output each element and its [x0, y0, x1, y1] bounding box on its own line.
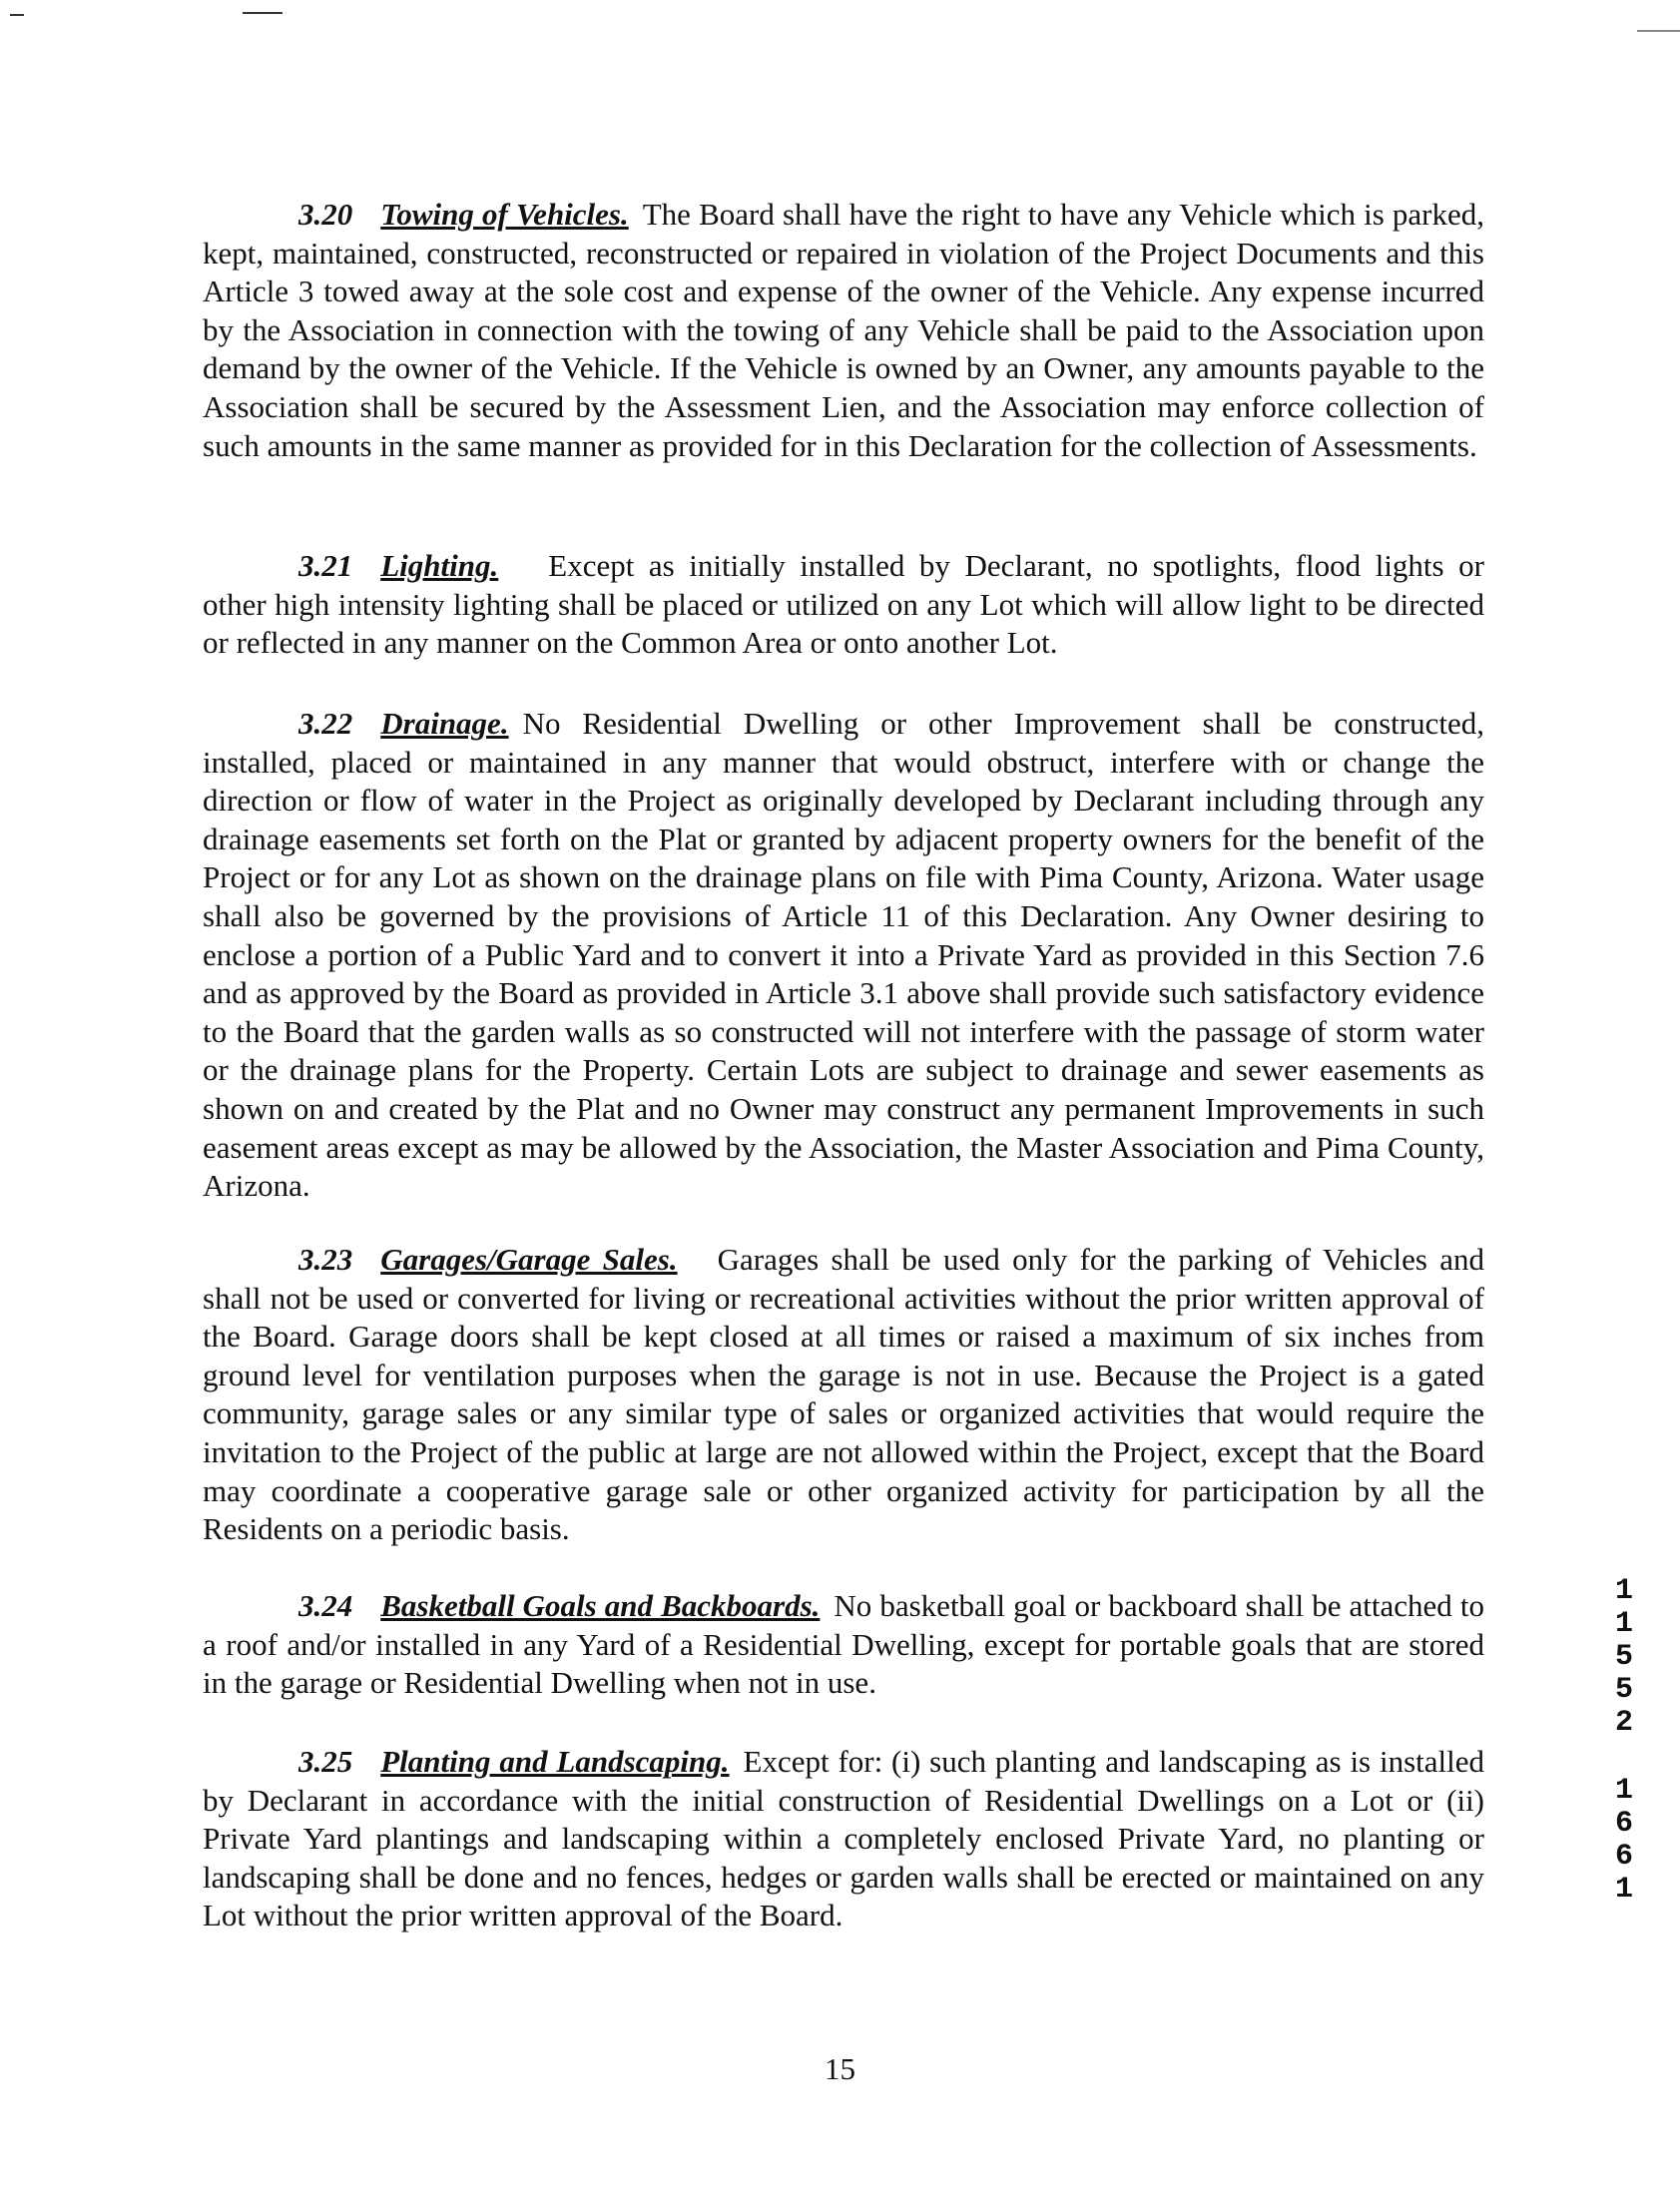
section-3-25	[203, 1743, 1484, 1935]
section-number: 3.21	[298, 548, 353, 583]
stamp-digit: 1	[1614, 1574, 1633, 1608]
section-body: The Board shall have the right to have any Vehicle which is parked, kept, maintained, constructed, reconstructed or repaired in violation of the Project Documents and this Article 3 towed away at the sole cost and expense of the owner of the Vehicle. Any expense incurred by the Association in connection with the towing of any Vehicle shall be paid to the Association upon demand by the owner of the Vehicle. If the Vehicle is owned by an Owner, any amounts payable to the Association shall be secured by the Assessment Lien, and the Association may enforce collection of such amounts in the same manner as provided for in this Declaration for the collection of Assessments.	[203, 197, 1484, 463]
stamp-digit: 5	[1614, 1673, 1633, 1707]
section-title: Towing of Vehicles.	[380, 197, 629, 232]
section-3-24	[203, 1587, 1484, 1703]
section-number: 3.24	[298, 1588, 353, 1623]
recording-stamp-book	[1609, 1575, 1639, 1740]
section-title: Lighting.	[380, 548, 499, 583]
section-3-21	[203, 547, 1484, 663]
stamp-digit: 1	[1614, 1873, 1633, 1907]
section-body: Except as initially installed by Declarant, no spotlights, flood lights or other high intensity lighting shall be placed or utilized on any Lot which will allow light to be directed or reflected in any manner on the Common Area or onto another Lot.	[203, 548, 1484, 661]
section-body: No Residential Dwelling or other Improvement shall be constructed, installed, placed or maintained in any manner that would obstruct, interfere with or change the direction or flow of water in the Project as originally developed by Declarant including through any drainage easements set forth on the Plat or granted by adjacent property owners for the benefit of the Project or for any Lot as shown on the drainage plans on file with Pima County, Arizona. Water usage shall also be governed by the provisions of Article 11 of this Declaration. Any Owner desiring to enclose a portion of a Public Yard and to convert it into a Private Yard as provided in this Section 7.6 and as approved by the Board as provided in Article 3.1 above shall provide such satisfactory evidence to the Board that the garden walls as so constructed will not interfere with the passage of storm water or the drainage plans for the Property. Certain Lots are subject to drainage and sewer easements as shown on and created by the Plat and no Owner may construct any permanent Improvements in such easement areas except as may be allowed by the Association, the Master Association and Pima County, Arizona.	[203, 706, 1484, 1204]
section-3-22	[203, 705, 1484, 1206]
recording-stamp-page	[1609, 1775, 1639, 1907]
section-3-20	[203, 196, 1484, 465]
section-title: Basketball Goals and Backboards.	[380, 1588, 821, 1623]
section-title: Drainage.	[380, 706, 509, 741]
scan-mark	[243, 12, 282, 14]
stamp-digit: 1	[1614, 1774, 1633, 1808]
section-body: Except for: (i) such planting and landscaping as is installed by Declarant in accordance with the initial construction of Residential Dwellings on a Lot or (ii) Private Yard plantings and landscaping within a completely enclosed Private Yard, no planting or landscaping shall be done and no fences, hedges or garden walls shall be erected or maintained on any Lot without the prior written approval of the Board.	[203, 1744, 1484, 1933]
scan-mark	[10, 14, 24, 16]
stamp-digit: 6	[1614, 1840, 1633, 1874]
page-number: 15	[825, 2051, 855, 2086]
section-title: Planting and Landscaping.	[380, 1744, 730, 1779]
section-number: 3.25	[298, 1744, 353, 1779]
section-number: 3.20	[298, 197, 353, 232]
stamp-digit: 2	[1614, 1706, 1633, 1740]
section-body: No basketball goal or backboard shall be attached to a roof and/or installed in any Yard of a Residential Dwelling, except for portable goals that are stored in the garage or Residential Dwelling when not in use.	[203, 1588, 1484, 1701]
stamp-digit: 6	[1614, 1807, 1633, 1841]
section-title: Garages/Garage Sales.	[380, 1242, 678, 1277]
stamp-digit: 5	[1614, 1640, 1633, 1674]
stamp-digit: 1	[1614, 1607, 1633, 1641]
section-number: 3.23	[298, 1242, 353, 1277]
section-body: Garages shall be used only for the parking of Vehicles and shall not be used or converted for living or recreational activities without the prior written approval of the Board. Garage doors shall be kept closed at all times or raised a maximum of six inches from ground level for ventilation purposes when the garage is not in use. Because the Project is a gated community, garage sales or any similar type of sales or organized activities that would require the invitation to the Project of the public at large are not allowed within the Project, except that the Board may coordinate a cooperative garage sale or other organized activity for participation by all the Residents on a periodic basis.	[203, 1242, 1484, 1547]
section-3-23	[203, 1241, 1484, 1549]
scan-mark	[1637, 30, 1680, 32]
section-number: 3.22	[298, 706, 353, 741]
